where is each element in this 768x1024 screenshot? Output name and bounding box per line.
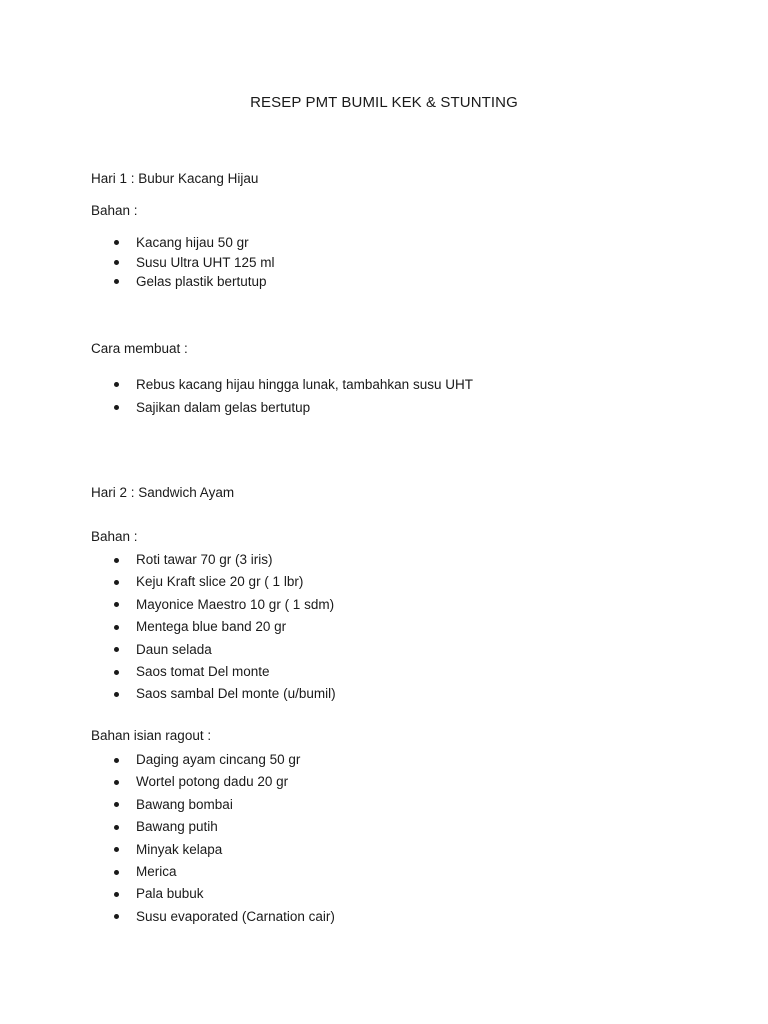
list-item: Susu evaporated (Carnation cair) xyxy=(91,906,731,928)
bullet-icon xyxy=(114,260,119,265)
day1-cara-label: Cara membuat : xyxy=(91,341,188,356)
bullet-icon xyxy=(114,870,119,875)
list-item: Rebus kacang hijau hingga lunak, tambahkan susu UHT xyxy=(91,373,731,396)
list-item: Mentega blue band 20 gr xyxy=(91,616,731,638)
list-item: Keju Kraft slice 20 gr ( 1 lbr) xyxy=(91,571,731,593)
day1-bahan-list xyxy=(91,233,731,292)
bullet-icon xyxy=(114,647,119,652)
day1-cara-list xyxy=(91,373,731,419)
list-item: Gelas plastik bertutup xyxy=(91,272,731,292)
list-item: Saos tomat Del monte xyxy=(91,661,731,683)
list-item: Kacang hijau 50 gr xyxy=(91,233,731,253)
list-item: Merica xyxy=(91,861,731,883)
list-item: Roti tawar 70 gr (3 iris) xyxy=(91,549,731,571)
day2-bahan-label: Bahan : xyxy=(91,529,138,544)
bullet-icon xyxy=(114,692,119,697)
day1-heading: Hari 1 : Bubur Kacang Hijau xyxy=(91,171,259,186)
bullet-icon xyxy=(114,892,119,897)
list-item: Wortel potong dadu 20 gr xyxy=(91,771,731,793)
bullet-icon xyxy=(114,405,119,410)
bullet-icon xyxy=(114,802,119,807)
bullet-icon xyxy=(114,558,119,563)
bullet-icon xyxy=(114,382,119,387)
list-item: Bawang putih xyxy=(91,816,731,838)
bullet-icon xyxy=(114,670,119,675)
bullet-icon xyxy=(114,758,119,763)
list-item: Pala bubuk xyxy=(91,883,731,905)
day2-bahan-list xyxy=(91,549,731,706)
list-item: Saos sambal Del monte (u/bumil) xyxy=(91,683,731,705)
day2-isian-label: Bahan isian ragout : xyxy=(91,728,212,743)
bullet-icon xyxy=(114,602,119,607)
day2-isian-list xyxy=(91,749,731,928)
list-item: Mayonice Maestro 10 gr ( 1 sdm) xyxy=(91,594,731,616)
bullet-icon xyxy=(114,240,119,245)
document-title: RESEP PMT BUMIL KEK & STUNTING xyxy=(250,94,518,111)
list-item: Daging ayam cincang 50 gr xyxy=(91,749,731,771)
bullet-icon xyxy=(114,780,119,785)
list-item: Minyak kelapa xyxy=(91,839,731,861)
day1-bahan-label: Bahan : xyxy=(91,203,138,218)
day2-heading: Hari 2 : Sandwich Ayam xyxy=(91,485,235,500)
bullet-icon xyxy=(114,847,119,852)
bullet-icon xyxy=(114,279,119,284)
list-item: Susu Ultra UHT 125 ml xyxy=(91,253,731,273)
bullet-icon xyxy=(114,825,119,830)
list-item: Bawang bombai xyxy=(91,794,731,816)
bullet-icon xyxy=(114,580,119,585)
list-item: Daun selada xyxy=(91,639,731,661)
bullet-icon xyxy=(114,625,119,630)
bullet-icon xyxy=(114,914,119,919)
list-item: Sajikan dalam gelas bertutup xyxy=(91,396,731,419)
